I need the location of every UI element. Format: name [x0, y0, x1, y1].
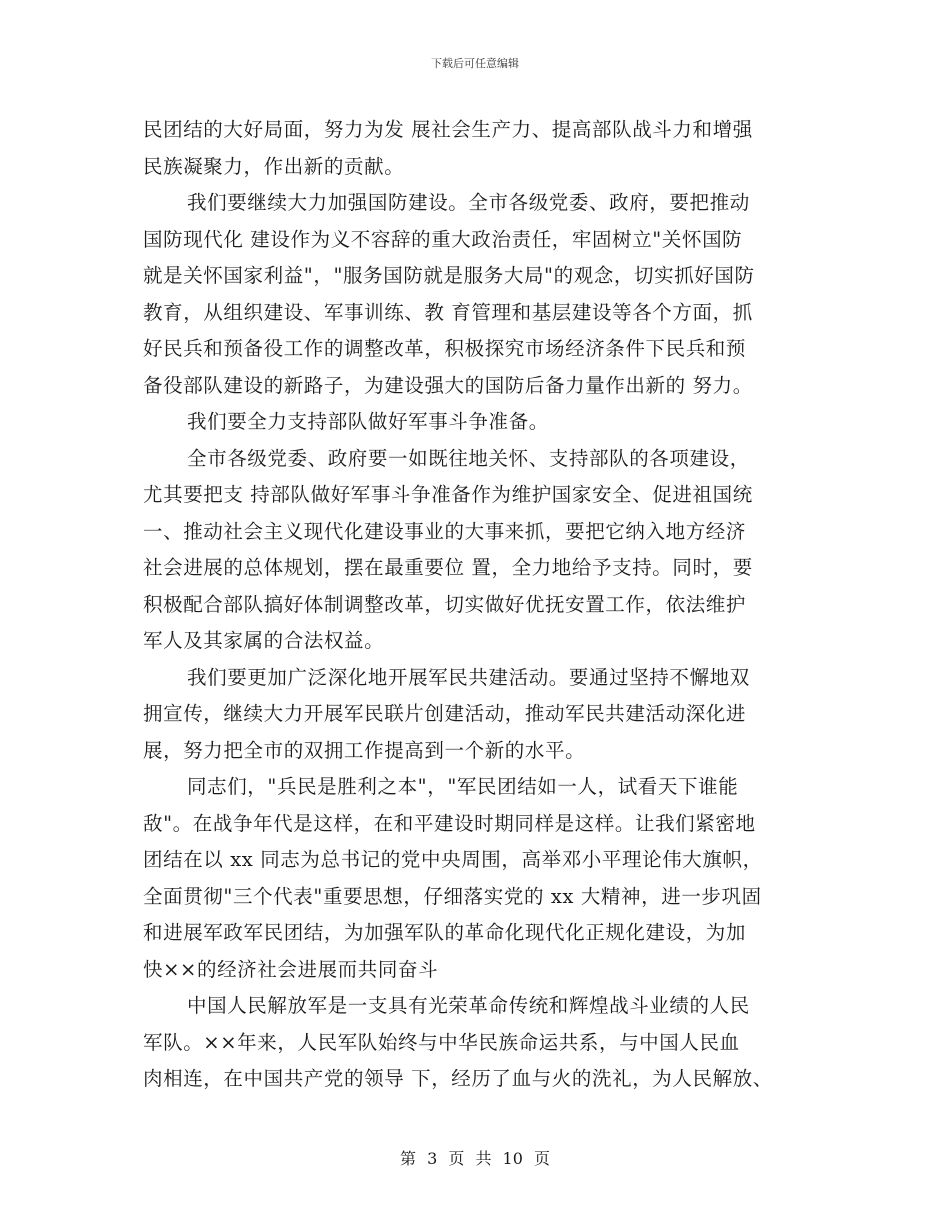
text-line: 展，努力把全市的双拥工作提高到一个新的水平。	[143, 738, 586, 762]
text-line: 拥宣传，继续大力开展军民联片创建活动，推动军民共建活动深化进	[143, 702, 747, 725]
text-line: 同志们，"兵民是胜利之本"，"军民团结如一人，试看天下谁能	[187, 775, 739, 798]
text-line: 民团结的大好局面，努力为发 展社会生产力、提高部队战斗力和增强	[143, 118, 753, 141]
text-line: 和进展军政军民团结，为加强军队的革命化现代化正规化建设，为加	[143, 921, 747, 944]
text-line: 社会进展的总体规划，摆在最重要位 置，全力地给予支持。同时，要	[143, 556, 753, 579]
text-line: 我们要继续大力加强国防建设。全市各级党委、政府，要把推动	[187, 191, 750, 214]
page-header: 下载后可任意编辑	[431, 57, 519, 70]
text-line: 尤其要把支 持部队做好军事斗争准备作为维护国家安全、促进祖国统	[143, 483, 753, 506]
text-line: 中国人民解放军是一支具有光荣革命传统和辉煌战斗业绩的人民	[187, 994, 750, 1017]
text-line: 军人及其家属的合法权益。	[143, 629, 385, 652]
text-line: 积极配合部队搞好体制调整改革，切实做好优抚安置工作，依法维护	[143, 592, 747, 616]
text-line: 全面贯彻"三个代表"重要思想，仔细落实党的 xx 大精神，进一步巩固	[143, 884, 762, 908]
text-line: 就是关怀国家利益"，"服务国防就是服务大局"的观念，切实抓好国防	[143, 264, 755, 287]
text-line: 备役部队建设的新路子，为建设强大的国防后备力量作出新的 努力。	[143, 373, 753, 397]
text-line: 军队。××年来，人民军队始终与中华民族命运共系，与中国人民血	[143, 1030, 740, 1054]
text-line: 好民兵和预备役工作的调整改革，积极探究市场经济条件下民兵和预	[143, 337, 747, 360]
text-line: 我们要全力支持部队做好军事斗争准备。	[187, 410, 549, 433]
text-line: 国防现代化 建设作为义不容辞的重大政治责任，牢固树立"关怀国防	[143, 227, 743, 251]
text-line: 团结在以 xx 同志为总书记的党中央周围，高举邓小平理论伟大旗帜，	[143, 848, 763, 871]
text-line: 民族凝聚力，作出新的贡献。	[143, 154, 405, 178]
text-line: 敌"。在战争年代是这样，在和平建设时期同样是这样。让我们紧密地	[143, 811, 756, 835]
text-line: 一、推动社会主义现代化建设事业的大事来抓，要把它纳入地方经济	[143, 519, 747, 543]
text-line: 我们要更加广泛深化地开展军民共建活动。要通过坚持不懈地双	[187, 665, 750, 689]
text-line: 肉相连，在中国共产党的领导 下，经历了血与火的洗礼，为人民解放、	[143, 1067, 773, 1090]
text-line: 快××的经济社会进展而共同奋斗	[143, 957, 439, 981]
text-line: 全市各级党委、政府要一如既往地关怀、支持部队的各项建设，	[187, 446, 750, 470]
text-line: 教育，从组织建设、军事训练、教 育管理和基层建设等各个方面，抓	[143, 300, 753, 324]
page-footer: 第 3 页 共 10 页	[400, 1149, 550, 1168]
document-body	[143, 112, 823, 1098]
